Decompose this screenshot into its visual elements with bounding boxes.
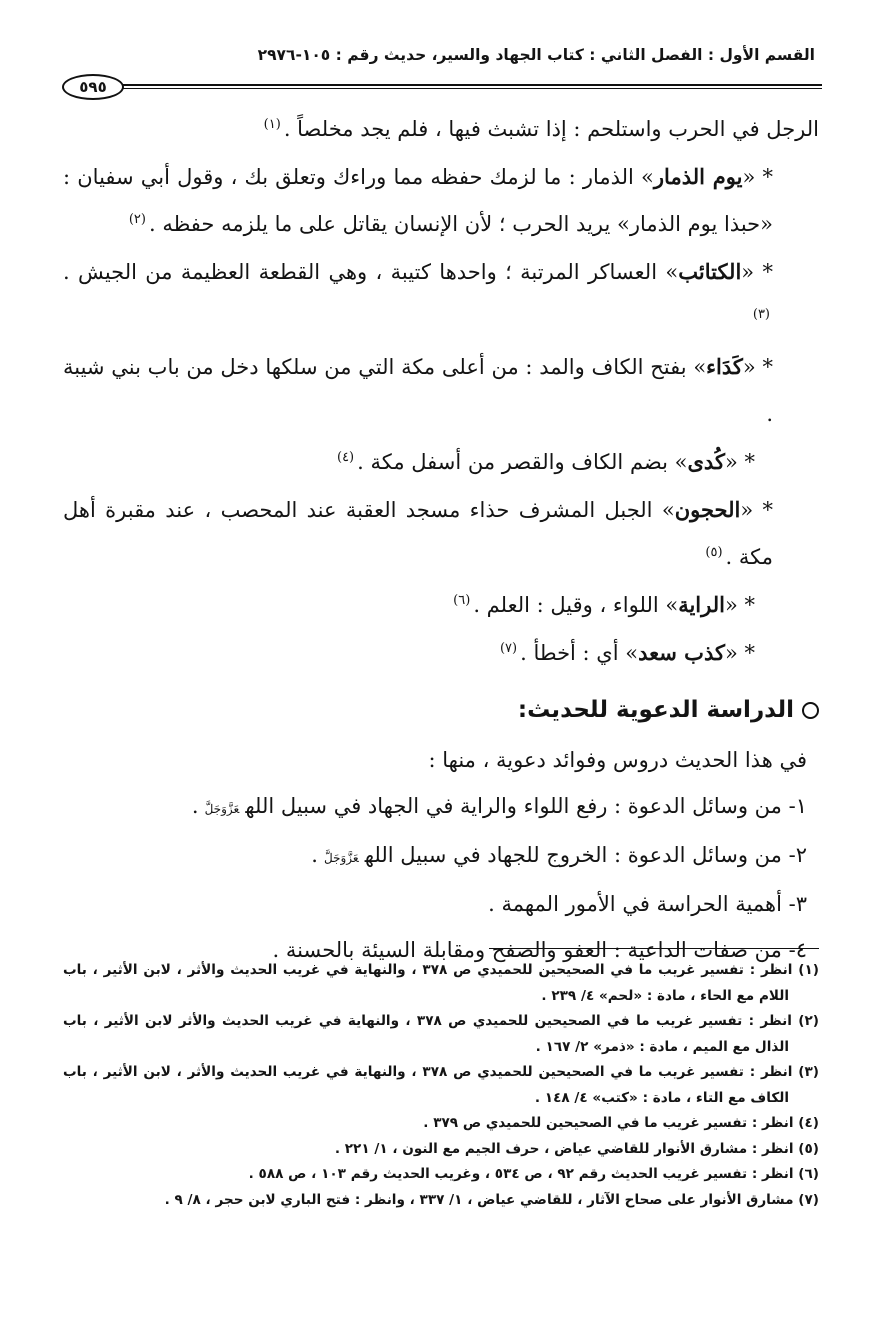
lesson-number: ٢- bbox=[788, 843, 807, 867]
lesson-text: من وسائل الدعوة : الخروج للجهاد في سبيل الله bbox=[364, 843, 782, 867]
glossary-definition: » الجبل المشرف حذاء مسجد العقبة عند المحصب ، عند مقبرة أهل مكة . bbox=[63, 498, 773, 569]
section-heading bbox=[63, 683, 819, 737]
lesson-number: ١- bbox=[788, 794, 807, 818]
glossary-entry bbox=[63, 629, 819, 677]
glossary-term: الكتائب bbox=[678, 259, 742, 284]
lesson-end: . bbox=[311, 843, 318, 867]
footnote-ref: (١) bbox=[263, 117, 281, 132]
lesson-end: . bbox=[191, 794, 199, 818]
entry-lead: * « bbox=[742, 165, 773, 189]
footnote-ref: (٣) bbox=[752, 307, 770, 322]
header-rule bbox=[62, 74, 822, 98]
lesson-item bbox=[63, 881, 819, 927]
glossary-term: كذب سعد bbox=[638, 640, 725, 665]
honorific-glyph: عَزَّوَجَلَّ bbox=[323, 851, 359, 865]
glossary-term: الحجون bbox=[674, 497, 741, 522]
entry-lead: * « bbox=[741, 260, 773, 284]
lesson-number: ٣- bbox=[788, 892, 807, 916]
glossary-entry bbox=[63, 248, 819, 343]
lesson-text: أهمية الحراسة في الأمور المهمة . bbox=[488, 892, 782, 916]
lesson-item bbox=[63, 832, 819, 881]
entry-lead: * « bbox=[742, 355, 773, 379]
glossary-definition: » أي : أخطأ . bbox=[520, 641, 639, 665]
paragraph-text: الرجل في الحرب واستلحم : إذا تشبث فيها ، فلم يجد مخلصاً . bbox=[283, 117, 819, 141]
footnote-ref: (٢) bbox=[128, 212, 146, 227]
footnote-ref: (٥) bbox=[705, 545, 723, 560]
glossary-entry bbox=[63, 153, 819, 248]
header-rule-thick bbox=[120, 84, 822, 86]
footnote: (٦) انظر : تفسير غريب الحديث رقم ٩٢ ، ص ٥٣٤ ، وغريب الحديث رقم ١٠٣ ، ص ٥٨٨ . bbox=[248, 1166, 819, 1182]
entry-lead: * « bbox=[724, 450, 755, 474]
footnote-ref: (٦) bbox=[453, 593, 471, 608]
entry-lead: * « bbox=[724, 593, 755, 617]
footnote: (٣) انظر : تفسير غريب ما في الصحيحين للحميدي ص ٣٧٨ ، والنهاية في غريب الحديث والأثر ، لابن الأثير ، باب الكاف مع التاء ، مادة : «كتب» ٤/ ١٤٨ . bbox=[63, 1064, 819, 1106]
footnote: (١) انظر : تفسير غريب ما في الصحيحين للحميدي ص ٣٧٨ ، والنهاية في غريب الحديث والأثر ، لابن الأثير ، باب اللام مع الحاء ، مادة : «لحم» ٤/ ٢٣٩ . bbox=[63, 962, 819, 1004]
footnote-ref: (٤) bbox=[336, 450, 355, 465]
footnote: (٤) انظر : تفسير غريب ما في الصحيحين للحميدي ص ٣٧٩ . bbox=[423, 1115, 819, 1131]
glossary-term: كَدَاء bbox=[706, 354, 743, 379]
glossary-entry bbox=[63, 438, 819, 486]
glossary-definition: » الذمار : ما لزمك حفظه مما وراءك وتعلق بك ، وقول أبي سفيان : «حبذا يوم الذمار» يريد الحرب ؛ لأن الإنسان يقاتل على ما يلزمه حفظه . bbox=[63, 165, 773, 236]
honorific-glyph: عَزَّوَجَلَّ bbox=[204, 802, 240, 816]
entry-lead: * « bbox=[740, 498, 773, 522]
footnote-separator bbox=[489, 948, 819, 949]
glossary-term: كُدى bbox=[687, 449, 725, 474]
footnote: (٥) انظر : مشارق الأنوار للقاضي عياض ، حرف الجيم مع النون ، ١/ ٢٢١ . bbox=[334, 1140, 819, 1157]
glossary-definition: » بضم الكاف والقصر من أسفل مكة . bbox=[357, 450, 688, 474]
header-rule-thin bbox=[120, 88, 822, 89]
lesson-text: من وسائل الدعوة : رفع اللواء والراية في الجهاد في سبيل الله bbox=[245, 794, 782, 818]
main-text bbox=[63, 106, 819, 973]
entry-lead: * « bbox=[724, 641, 755, 665]
glossary-definition: » اللواء ، وقيل : العلم . bbox=[473, 593, 679, 617]
footnote: (٧) مشارق الأنوار على صحاح الآثار ، للقاضي عياض ، ١/ ٣٣٧ ، وانظر : فتح الباري لابن حجر ، ٨/ ٩ . bbox=[164, 1191, 819, 1208]
glossary-entry bbox=[63, 486, 819, 581]
lesson-text: من صفات الداعية : العفو والصفح ومقابلة السيئة بالحسنة . bbox=[272, 938, 782, 962]
glossary-entry bbox=[63, 581, 819, 629]
running-title: القسم الأول : الفصل الثاني : كتاب الجهاد والسير، حديث رقم : ١٠٥-٢٩٧٦ bbox=[257, 46, 815, 64]
glossary-term: الراية bbox=[678, 592, 725, 617]
lesson-number: ٤- bbox=[788, 938, 807, 962]
paragraph-continuation bbox=[63, 106, 819, 153]
lesson-item bbox=[63, 783, 819, 832]
glossary-term: يوم الذمار bbox=[653, 164, 743, 189]
section-heading-text: الدراسة الدعوية للحديث: bbox=[517, 697, 794, 723]
page-number: ٥٩٥ bbox=[62, 74, 124, 100]
glossary-entry bbox=[63, 343, 819, 438]
footnote-ref: (٧) bbox=[499, 641, 518, 656]
footnotes bbox=[63, 958, 819, 1213]
section-intro: في هذا الحديث دروس وفوائد دعوية ، منها : bbox=[428, 748, 807, 772]
footnote: (٢) انظر : تفسير غريب ما في الصحيحين للحميدي ص ٣٧٨ ، والنهاية في غريب الحديث والأثر لابن الأثير ، باب الذال مع الميم ، مادة : «ذمر» ٢/ ١٦٧ . bbox=[63, 1013, 819, 1055]
circle-bullet-icon bbox=[802, 702, 819, 719]
glossary-definition: » بفتح الكاف والمد : من أعلى مكة التي من سلكها دخل من باب بني شيبة . bbox=[63, 355, 773, 426]
glossary-definition: » العساكر المرتبة ؛ واحدها كتيبة ، وهي القطعة العظيمة من الجيش . bbox=[63, 260, 679, 284]
